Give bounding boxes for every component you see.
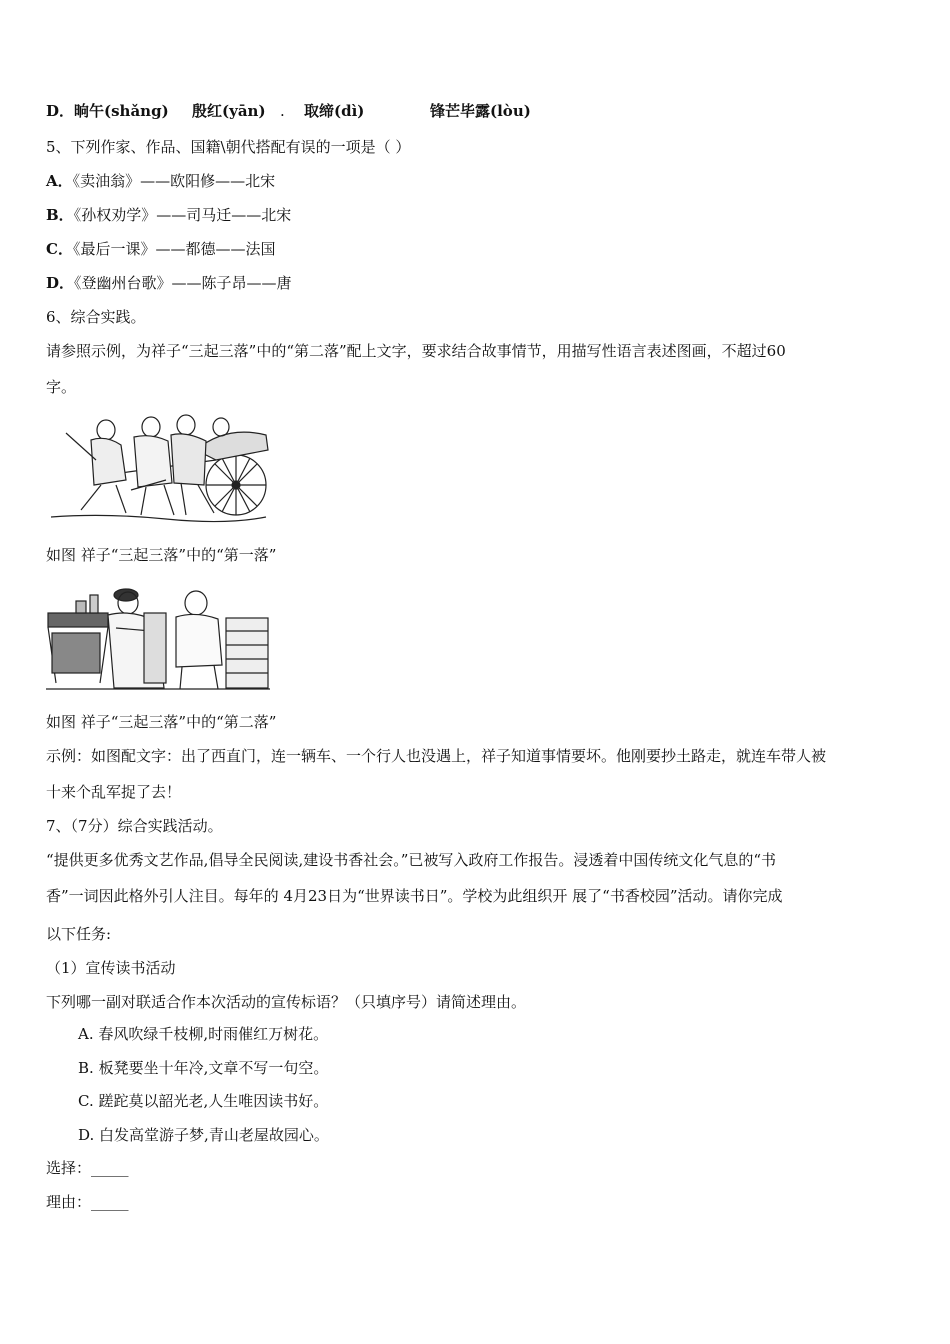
q6-example-line1: 示例：如图配文字：出了西直门，连一辆车、一个行人也没遇上，祥子知道事情要坏。他刚要抄土路走，就连车带人被 — [46, 747, 827, 765]
illustration-figure2-image — [46, 573, 270, 691]
reason-label: 理由： — [46, 1193, 92, 1211]
q6-stem: 6、综合实践。 — [46, 308, 146, 326]
word-item: 殷红(yān) — [192, 102, 266, 120]
q7-option-c — [78, 1091, 328, 1111]
q7-option-a — [78, 1024, 328, 1044]
choice-row — [46, 1158, 129, 1178]
option-label: B． — [46, 206, 74, 224]
option-text: 《卖油翁》——欧阳修——北宋 — [72, 172, 276, 190]
dot-mark: . — [280, 102, 285, 120]
q5-option-b — [46, 205, 291, 225]
option-label: C． — [46, 240, 73, 258]
q6-example-line2: 十来个乱军捉了去！ — [46, 783, 182, 801]
option-text: 《登幽州台歌》——陈子昂——唐 — [74, 274, 292, 292]
word-item: 晌午(shǎng) — [74, 102, 169, 120]
q4-option-d — [46, 101, 531, 121]
figure1-caption: 如图 祥子“三起三落”中的“第一落” — [46, 546, 277, 564]
illustration-figure1-image — [46, 405, 270, 525]
choice-label: 选择： — [46, 1159, 92, 1177]
q6-instruction-line1: 请参照示例，为祥子“三起三落”中的“第二落”配上文字，要求结合故事情节，用描写性语言表述图画，不超过60 — [46, 342, 786, 360]
word-item: 取缔(dì) — [304, 102, 365, 120]
option-label: C. — [78, 1092, 94, 1110]
option-text: 蹉跎莫以韶光老,人生唯因读书好。 — [98, 1092, 329, 1110]
q7-para-line2: 香”一词因此格外引人注目。每年的 4月23日为“世界读书日”。学校为此组织开 展了“书香校园”活动。请你完成 — [46, 887, 783, 905]
q7-para-line1: “提供更多优秀文艺作品,倡导全民阅读,建设书香社会。”已被写入政府工作报告。浸透着中国传统文化气息的“书 — [46, 851, 777, 869]
q5-option-c — [46, 239, 275, 259]
q5-stem: 5、下列作家、作品、国籍\朝代搭配有误的一项是（ ） — [46, 138, 411, 156]
q5-option-d — [46, 273, 292, 293]
option-label: A． — [46, 172, 73, 190]
option-label: D． — [46, 102, 75, 120]
q7-option-d — [78, 1125, 329, 1145]
reason-blank[interactable]: _____ — [91, 1193, 129, 1211]
option-label: D． — [46, 274, 75, 292]
option-text: 《孙权劝学》——司马迁——北宋 — [73, 206, 292, 224]
q7-sub1-question: 下列哪一副对联适合作本次活动的宣传标语？（只填序号）请简述理由。 — [46, 993, 527, 1011]
option-text: 《最后一课》——都德——法国 — [72, 240, 276, 258]
option-text: 白发高堂游子梦,青山老屋故园心。 — [99, 1126, 329, 1144]
q5-option-a — [46, 171, 275, 191]
option-text: 板凳要坐十年冷,文章不写一句空。 — [98, 1059, 329, 1077]
reason-row — [46, 1192, 129, 1212]
option-label: A. — [78, 1025, 94, 1043]
q7-sub1-title: （1）宣传读书活动 — [46, 959, 176, 977]
option-label: D. — [78, 1126, 95, 1144]
q7-para-line3: 以下任务: — [46, 925, 112, 943]
choice-blank[interactable]: _____ — [91, 1159, 129, 1177]
word-item: 锋芒毕露(lòu) — [430, 102, 531, 120]
figure2-caption: 如图 祥子“三起三落”中的“第二落” — [46, 713, 277, 731]
q6-instruction-line2: 字。 — [46, 378, 77, 396]
q7-stem: 7、（7分）综合实践活动。 — [46, 817, 223, 835]
option-text: 春风吹绿千枝柳,时雨催红万树花。 — [98, 1025, 329, 1043]
option-label: B. — [78, 1059, 94, 1077]
q7-option-b — [78, 1058, 328, 1078]
